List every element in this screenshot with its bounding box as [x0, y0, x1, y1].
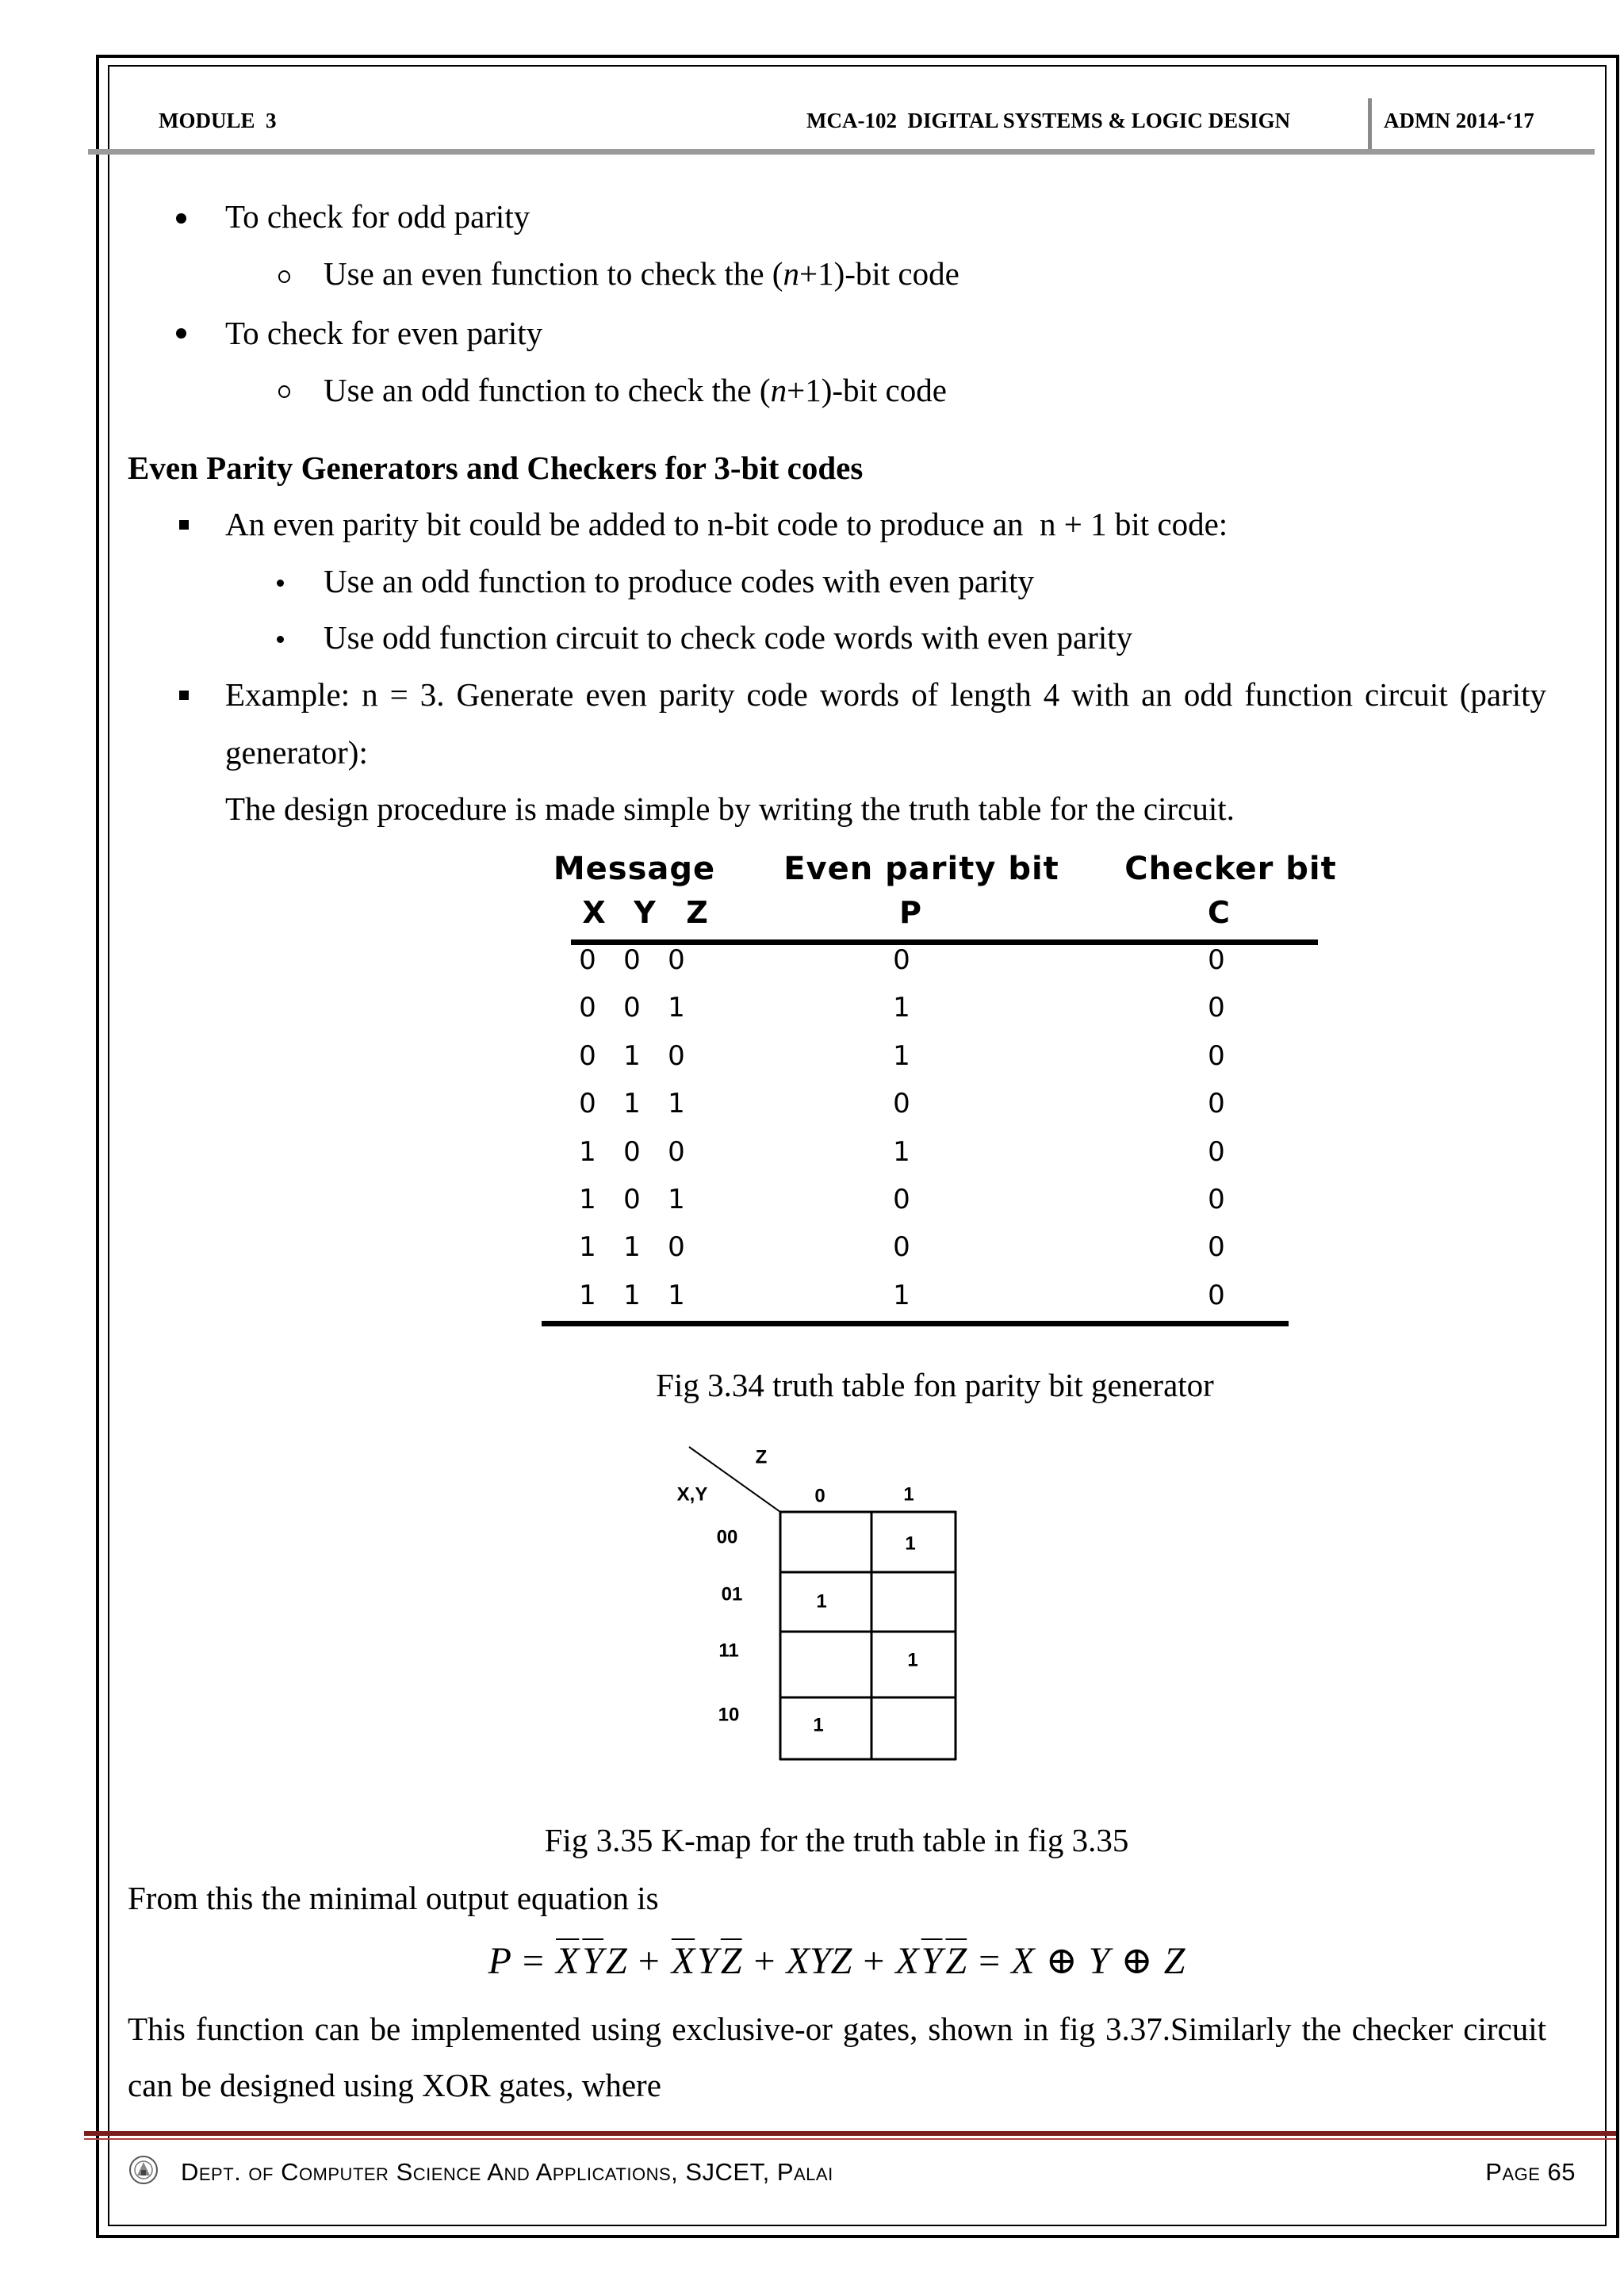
kmap-cell: 1	[813, 1714, 824, 1736]
equation-variable: X	[895, 1940, 919, 1982]
equation-negated-variable: $\overline{Z}$	[945, 1940, 967, 1982]
truth-table-group-header: Even parity bit	[783, 851, 1059, 887]
sub-bullet-icon	[278, 385, 290, 398]
equation-variable: P	[488, 1940, 511, 1982]
truth-table-cell-x: 1	[579, 1280, 596, 1311]
truth-table-cell-p: 1	[893, 1280, 910, 1311]
kmap-cell: 1	[905, 1533, 916, 1555]
truth-table-cell-c: 0	[1208, 1040, 1225, 1072]
footer-rule-thin	[84, 2138, 1616, 2140]
equation-negated-variable: $\overline{Y}$	[582, 1940, 604, 1982]
method-text: +1)-bit code	[787, 372, 947, 408]
square-bullet-icon	[179, 520, 189, 530]
header-course: MCA-102 DIGITAL SYSTEMS & LOGIC DESIGN	[806, 109, 1291, 132]
truth-table-cell-c: 0	[1208, 1280, 1225, 1311]
truth-table-cell-z: 0	[668, 1136, 685, 1168]
truth-table-column-header: X	[582, 895, 606, 930]
truth-table-cell-p: 0	[893, 1088, 910, 1119]
section-subpoint: Use an odd function to produce codes with even parity	[324, 563, 1035, 599]
section-heading: Even Parity Generators and Checkers for 3-bit codes	[128, 450, 864, 486]
truth-table-cell-y: 0	[623, 944, 641, 976]
truth-table-cell-y: 0	[623, 1184, 641, 1215]
truth-table-cell-c: 0	[1208, 1184, 1225, 1215]
example-text-line: generator):	[225, 734, 368, 771]
even-parity-method	[324, 371, 947, 409]
truth-table-cell-y: 0	[623, 1136, 641, 1168]
even-parity-label: To check for even parity	[225, 315, 543, 351]
kmap-row-label: 00	[716, 1526, 738, 1548]
kmap-cell: 1	[816, 1590, 827, 1613]
footer-department: Dept. of Computer Science And Applications, SJCET, Palai	[181, 2158, 833, 2186]
truth-table-cell-y: 1	[623, 1231, 641, 1263]
truth-table-bottom-rule	[542, 1321, 1289, 1326]
truth-table-cell-c: 0	[1208, 1231, 1225, 1263]
section-point: An even parity bit could be added to n-bit code to produce an n + 1 bit code:	[225, 506, 1228, 542]
odd-parity-method	[324, 254, 959, 293]
truth-table-column-header: C	[1208, 895, 1230, 930]
kmap-row-label: 10	[718, 1704, 740, 1726]
truth-table-cell-z: 1	[668, 1088, 685, 1119]
truth-table-column-header: Z	[686, 895, 708, 930]
example-text-line: Example: n = 3. Generate even parity code words of length 4 with an odd function circuit (parity	[225, 676, 1546, 713]
bullet-icon	[176, 328, 186, 339]
truth-table-cell-c: 0	[1208, 1088, 1225, 1119]
truth-table-group-header: Message	[553, 851, 716, 887]
equation-intro: From this the minimal output equation is	[128, 1880, 659, 1916]
truth-table-cell-c: 0	[1208, 1136, 1225, 1168]
equation-variable: X	[1011, 1940, 1035, 1982]
method-text: +1)-bit code	[799, 255, 959, 292]
header-module: MODULE 3	[159, 109, 277, 132]
equation-negated-variable: $\overline{X}$	[671, 1940, 695, 1982]
equation-operator: +	[638, 1940, 660, 1982]
truth-table-cell-z: 1	[668, 1184, 685, 1215]
truth-table-cell-z: 1	[668, 992, 685, 1024]
equation-variable: Y	[1088, 1940, 1110, 1982]
equation-operator: =	[522, 1940, 544, 1982]
truth-table-cell-z: 1	[668, 1280, 685, 1311]
small-bullet-icon	[277, 580, 284, 587]
closing-text-line: This function can be implemented using exclusive-or gates, shown in fig 3.37.Similarly the checker circuit	[128, 2011, 1546, 2047]
equation-operator: ⊕	[1120, 1940, 1153, 1982]
equation-negated-variable: $\overline{Z}$	[720, 1940, 742, 1982]
equation-variable: XYZ	[786, 1940, 852, 1982]
truth-table-cell-z: 0	[668, 1040, 685, 1072]
footer-rule	[84, 2131, 1616, 2136]
college-logo-icon	[128, 2154, 159, 2186]
truth-table-column-header: Y	[634, 895, 656, 930]
closing-text-line: can be designed using XOR gates, where	[128, 2067, 661, 2103]
truth-table-cell-x: 0	[579, 1088, 596, 1119]
truth-table-cell-p: 0	[893, 1231, 910, 1263]
odd-parity-label: To check for odd parity	[225, 198, 530, 235]
equation-variable: Y	[697, 1940, 718, 1982]
kmap-row-variable: X,Y	[676, 1483, 708, 1506]
equation-operator: +	[863, 1940, 885, 1982]
kmap-cell: 1	[907, 1649, 918, 1671]
truth-table-cell-x: 0	[579, 1040, 596, 1072]
equation-variable: Z	[1163, 1940, 1185, 1982]
method-text: Use an even function to check the (	[324, 255, 783, 292]
equation-negated-variable: $\overline{Y}$	[921, 1940, 943, 1982]
kmap-grid	[779, 1511, 956, 1760]
equation-variable: Z	[606, 1940, 627, 1982]
method-variable: n	[770, 372, 787, 408]
header-separator	[1368, 98, 1372, 152]
kmap-diagram	[650, 1435, 967, 1768]
kmap-row-label: 11	[718, 1640, 739, 1662]
truth-table-cell-x: 1	[579, 1231, 596, 1263]
truth-table-cell-y: 1	[623, 1280, 641, 1311]
kmap-col-variable: Z	[755, 1446, 768, 1468]
equation-negated-variable: $\overline{X}$	[556, 1940, 580, 1982]
truth-table-group-header: Checker bit	[1124, 851, 1337, 887]
truth-table-caption: Fig 3.34 truth table fon parity bit generator	[656, 1367, 1214, 1403]
kmap-row-label: 01	[721, 1583, 743, 1605]
truth-table-cell-y: 1	[623, 1088, 641, 1119]
equation-operator: =	[979, 1940, 1001, 1982]
truth-table-cell-x: 1	[579, 1184, 596, 1215]
truth-table-cell-p: 1	[893, 1040, 910, 1072]
small-bullet-icon	[277, 636, 284, 643]
truth-table-column-header: P	[899, 895, 921, 930]
header-admn: ADMN 2014-‘17	[1384, 109, 1534, 132]
procedure-text: The design procedure is made simple by writing the truth table for the circuit.	[225, 790, 1235, 827]
truth-table-cell-z: 0	[668, 944, 685, 976]
bullet-icon	[176, 213, 186, 224]
truth-table-cell-p: 1	[893, 992, 910, 1024]
truth-table-cell-p: 0	[893, 944, 910, 976]
kmap-caption: Fig 3.35 K-map for the truth table in fig 3.35	[544, 1822, 1129, 1858]
sub-bullet-icon	[278, 270, 290, 283]
truth-table-cell-z: 0	[668, 1231, 685, 1263]
truth-table-cell-c: 0	[1208, 992, 1225, 1024]
header-rule	[88, 149, 1595, 155]
truth-table-cell-c: 0	[1208, 944, 1225, 976]
truth-table-cell-y: 1	[623, 1040, 641, 1072]
truth-table-cell-p: 1	[893, 1136, 910, 1168]
section-subpoint: Use odd function circuit to check code words with even parity	[324, 619, 1133, 656]
truth-table-cell-x: 0	[579, 944, 596, 976]
truth-table-cell-p: 0	[893, 1184, 910, 1215]
equation-operator: ⊕	[1045, 1940, 1078, 1982]
truth-table-cell-x: 0	[579, 992, 596, 1024]
footer-page-number: Page 65	[1485, 2158, 1576, 2186]
method-text: Use an odd function to check the (	[324, 372, 771, 408]
kmap-col-label: 1	[903, 1483, 914, 1506]
truth-table-cell-y: 0	[623, 992, 641, 1024]
truth-table-cell-x: 1	[579, 1136, 596, 1168]
minimal-equation	[128, 1936, 1545, 1987]
kmap-col-label: 0	[814, 1485, 825, 1507]
equation-operator: +	[753, 1940, 776, 1982]
method-variable: n	[783, 255, 799, 292]
square-bullet-icon	[179, 691, 189, 700]
